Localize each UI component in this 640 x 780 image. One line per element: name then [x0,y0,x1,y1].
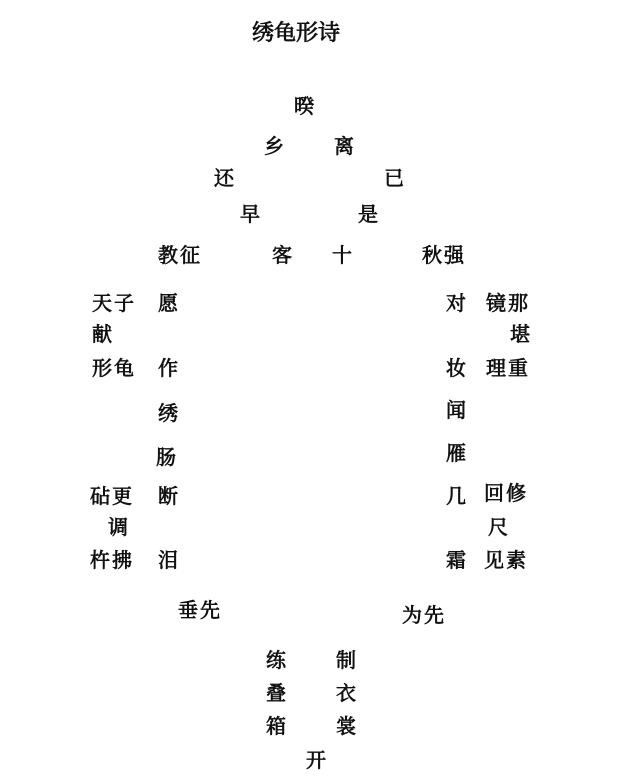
char-ji: 几 [446,484,468,508]
char-yan: 雁 [446,441,468,465]
char-chang-skirt: 裳 [336,714,358,738]
char-lian: 练 [266,648,288,672]
char-jiaozheng: 教征 [158,243,202,267]
char-jingna: 镜那 [486,291,530,315]
char-wen: 闻 [446,398,468,422]
poem-title: 绣龟形诗 [252,20,341,46]
char-yuan: 愿 [158,291,180,315]
char-shuang: 霜 [446,548,468,572]
char-huixiu: 回修 [484,481,528,505]
char-lizhong: 理重 [486,356,530,380]
char-zhuang: 妆 [446,356,468,380]
char-yi: 已 [384,166,406,190]
char-kan: 堪 [510,322,532,346]
char-xinggui: 形龟 [92,356,136,380]
char-xiang: 乡 [264,134,286,158]
char-chi: 尺 [488,515,510,539]
char-shi-ten: 十 [332,243,354,267]
char-zuo: 作 [158,356,180,380]
char-tiao: 调 [108,515,130,539]
char-die: 叠 [266,681,288,705]
char-duan: 断 [158,484,180,508]
char-jiansu: 见素 [484,548,528,572]
char-tianzi: 天子 [92,291,136,315]
char-kai: 开 [306,748,328,772]
char-dui: 对 [446,291,468,315]
char-chufu: 杵拂 [90,548,134,572]
char-qiuqiang: 秋强 [422,243,466,267]
char-shi: 是 [358,202,380,226]
char-huan: 还 [214,166,236,190]
char-yi-clothes: 衣 [336,681,358,705]
char-weixian: 为先 [402,603,446,627]
char-kui: 暌 [294,94,316,118]
char-zhi: 制 [336,648,358,672]
char-ke: 客 [272,243,294,267]
char-chang: 肠 [156,445,178,469]
char-xiang-box: 箱 [266,714,288,738]
char-li: 离 [334,134,356,158]
char-lei: 泪 [158,548,180,572]
char-xian: 献 [92,322,114,346]
char-xiu: 绣 [158,401,180,425]
char-zao: 早 [240,202,262,226]
char-chuixian: 垂先 [178,598,222,622]
char-zhengeng: 砧更 [90,484,134,508]
